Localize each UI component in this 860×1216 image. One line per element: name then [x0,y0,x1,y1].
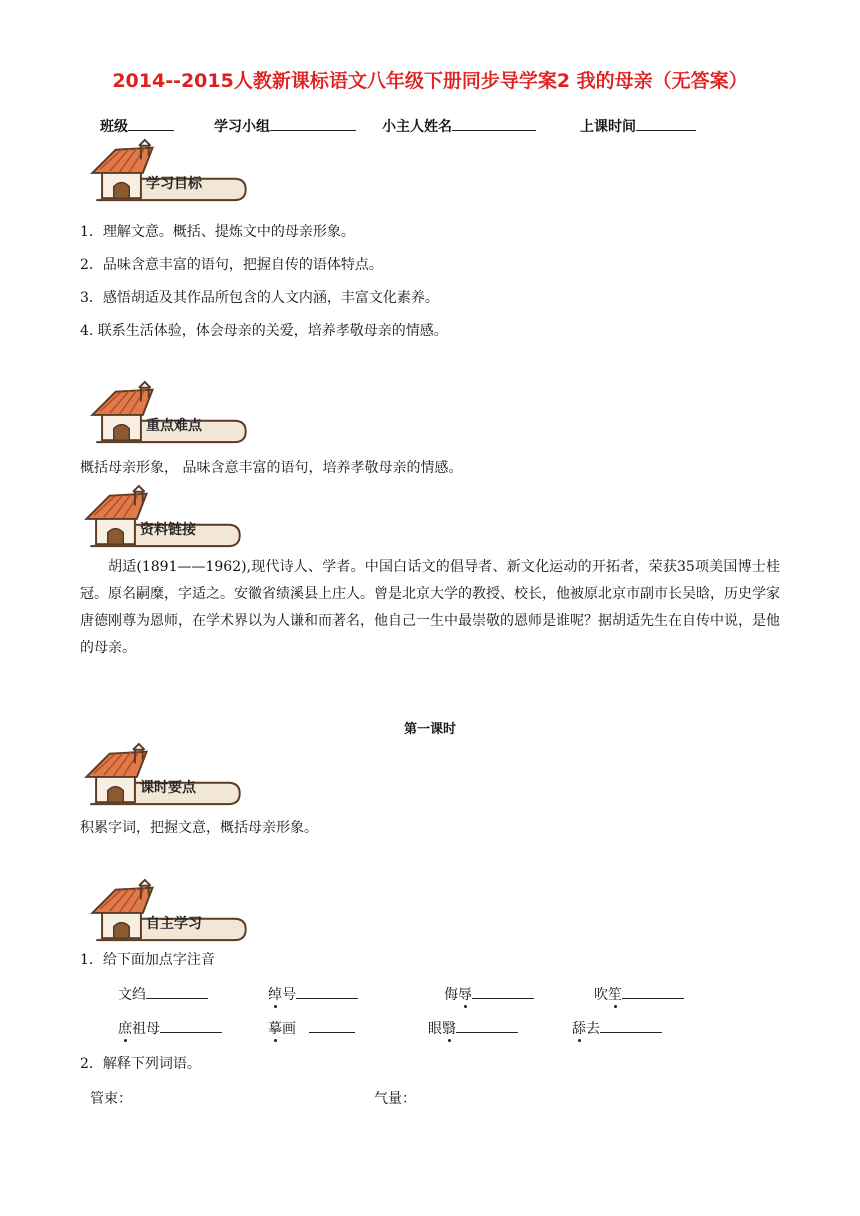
question-1: 1．给下面加点字注音 [80,952,215,968]
lesson-title: 第一课时 [403,722,456,737]
class-field: 班级 [100,116,174,136]
word-item: 侮辱 [444,984,534,1004]
house-icon [86,878,256,944]
house-icon [80,742,250,808]
class-time-field: 上课时间 [580,116,696,136]
word-item: 舔去 [572,1018,662,1038]
materials-paragraph: 胡适(1891——1962),现代诗人、学者。中国白话文的倡导者、新文化运动的开拓者，荣获35项美国博士桂冠。原名嗣糜，字适之。安徽省绩溪县上庄人。曾是北京大学的教授、校长，他被原北京市副市长吴晗，历史学家唐德刚尊为恩师，在学术界以为人谦和而著名，他自己一生中最崇敬的恩师是谁呢？据胡适先生在自传中说，是他的母亲。 [80,559,780,656]
host-name-field: 小主人姓名 [382,116,536,136]
section-header-goals: 学习目标 [86,138,246,198]
group-field: 学习小组 [214,116,356,136]
goal-item: 1．理解文意。概括、提炼文中的母亲形象。 [80,224,355,240]
term-qiliang: 气量： [374,1091,416,1107]
section-header-self-study: 自主学习 [86,878,246,938]
key-points-text: 概括母亲形象， 品味含意丰富的语句，培养孝敬母亲的情感。 [80,460,463,476]
word-item: 眼翳 [428,1018,518,1038]
house-icon [86,380,256,446]
section-header-materials: 资料链接 [80,484,240,544]
word-item: 庶祖母 [118,1018,222,1038]
section-header-key: 重点难点 [86,380,246,440]
house-icon [80,484,250,550]
word-item: 文绉 [118,984,208,1004]
question-2: 2．解释下列词语。 [80,1056,201,1072]
goal-item: 4. 联系生活体验，体会母亲的关爱，培养孝敬母亲的情感。 [80,323,448,339]
term-guanshu: 管束： [90,1091,132,1107]
house-icon [86,138,256,204]
lesson-points-text: 积累字词，把握文意，概括母亲形象。 [80,820,318,836]
section-header-lesson-points: 课时要点 [80,742,240,802]
word-item: 摹画 [268,1018,355,1038]
goal-item: 2．品味含意丰富的语句，把握自传的语体特点。 [80,257,383,273]
word-item: 吹笙 [594,984,684,1004]
word-item: 绰号 [268,984,358,1004]
goal-item: 3．感悟胡适及其作品所包含的人文内涵，丰富文化素养。 [80,290,439,306]
page-title: 2014--2015人教新课标语文八年级下册同步导学案2 我的母亲（无答案） [112,70,748,92]
